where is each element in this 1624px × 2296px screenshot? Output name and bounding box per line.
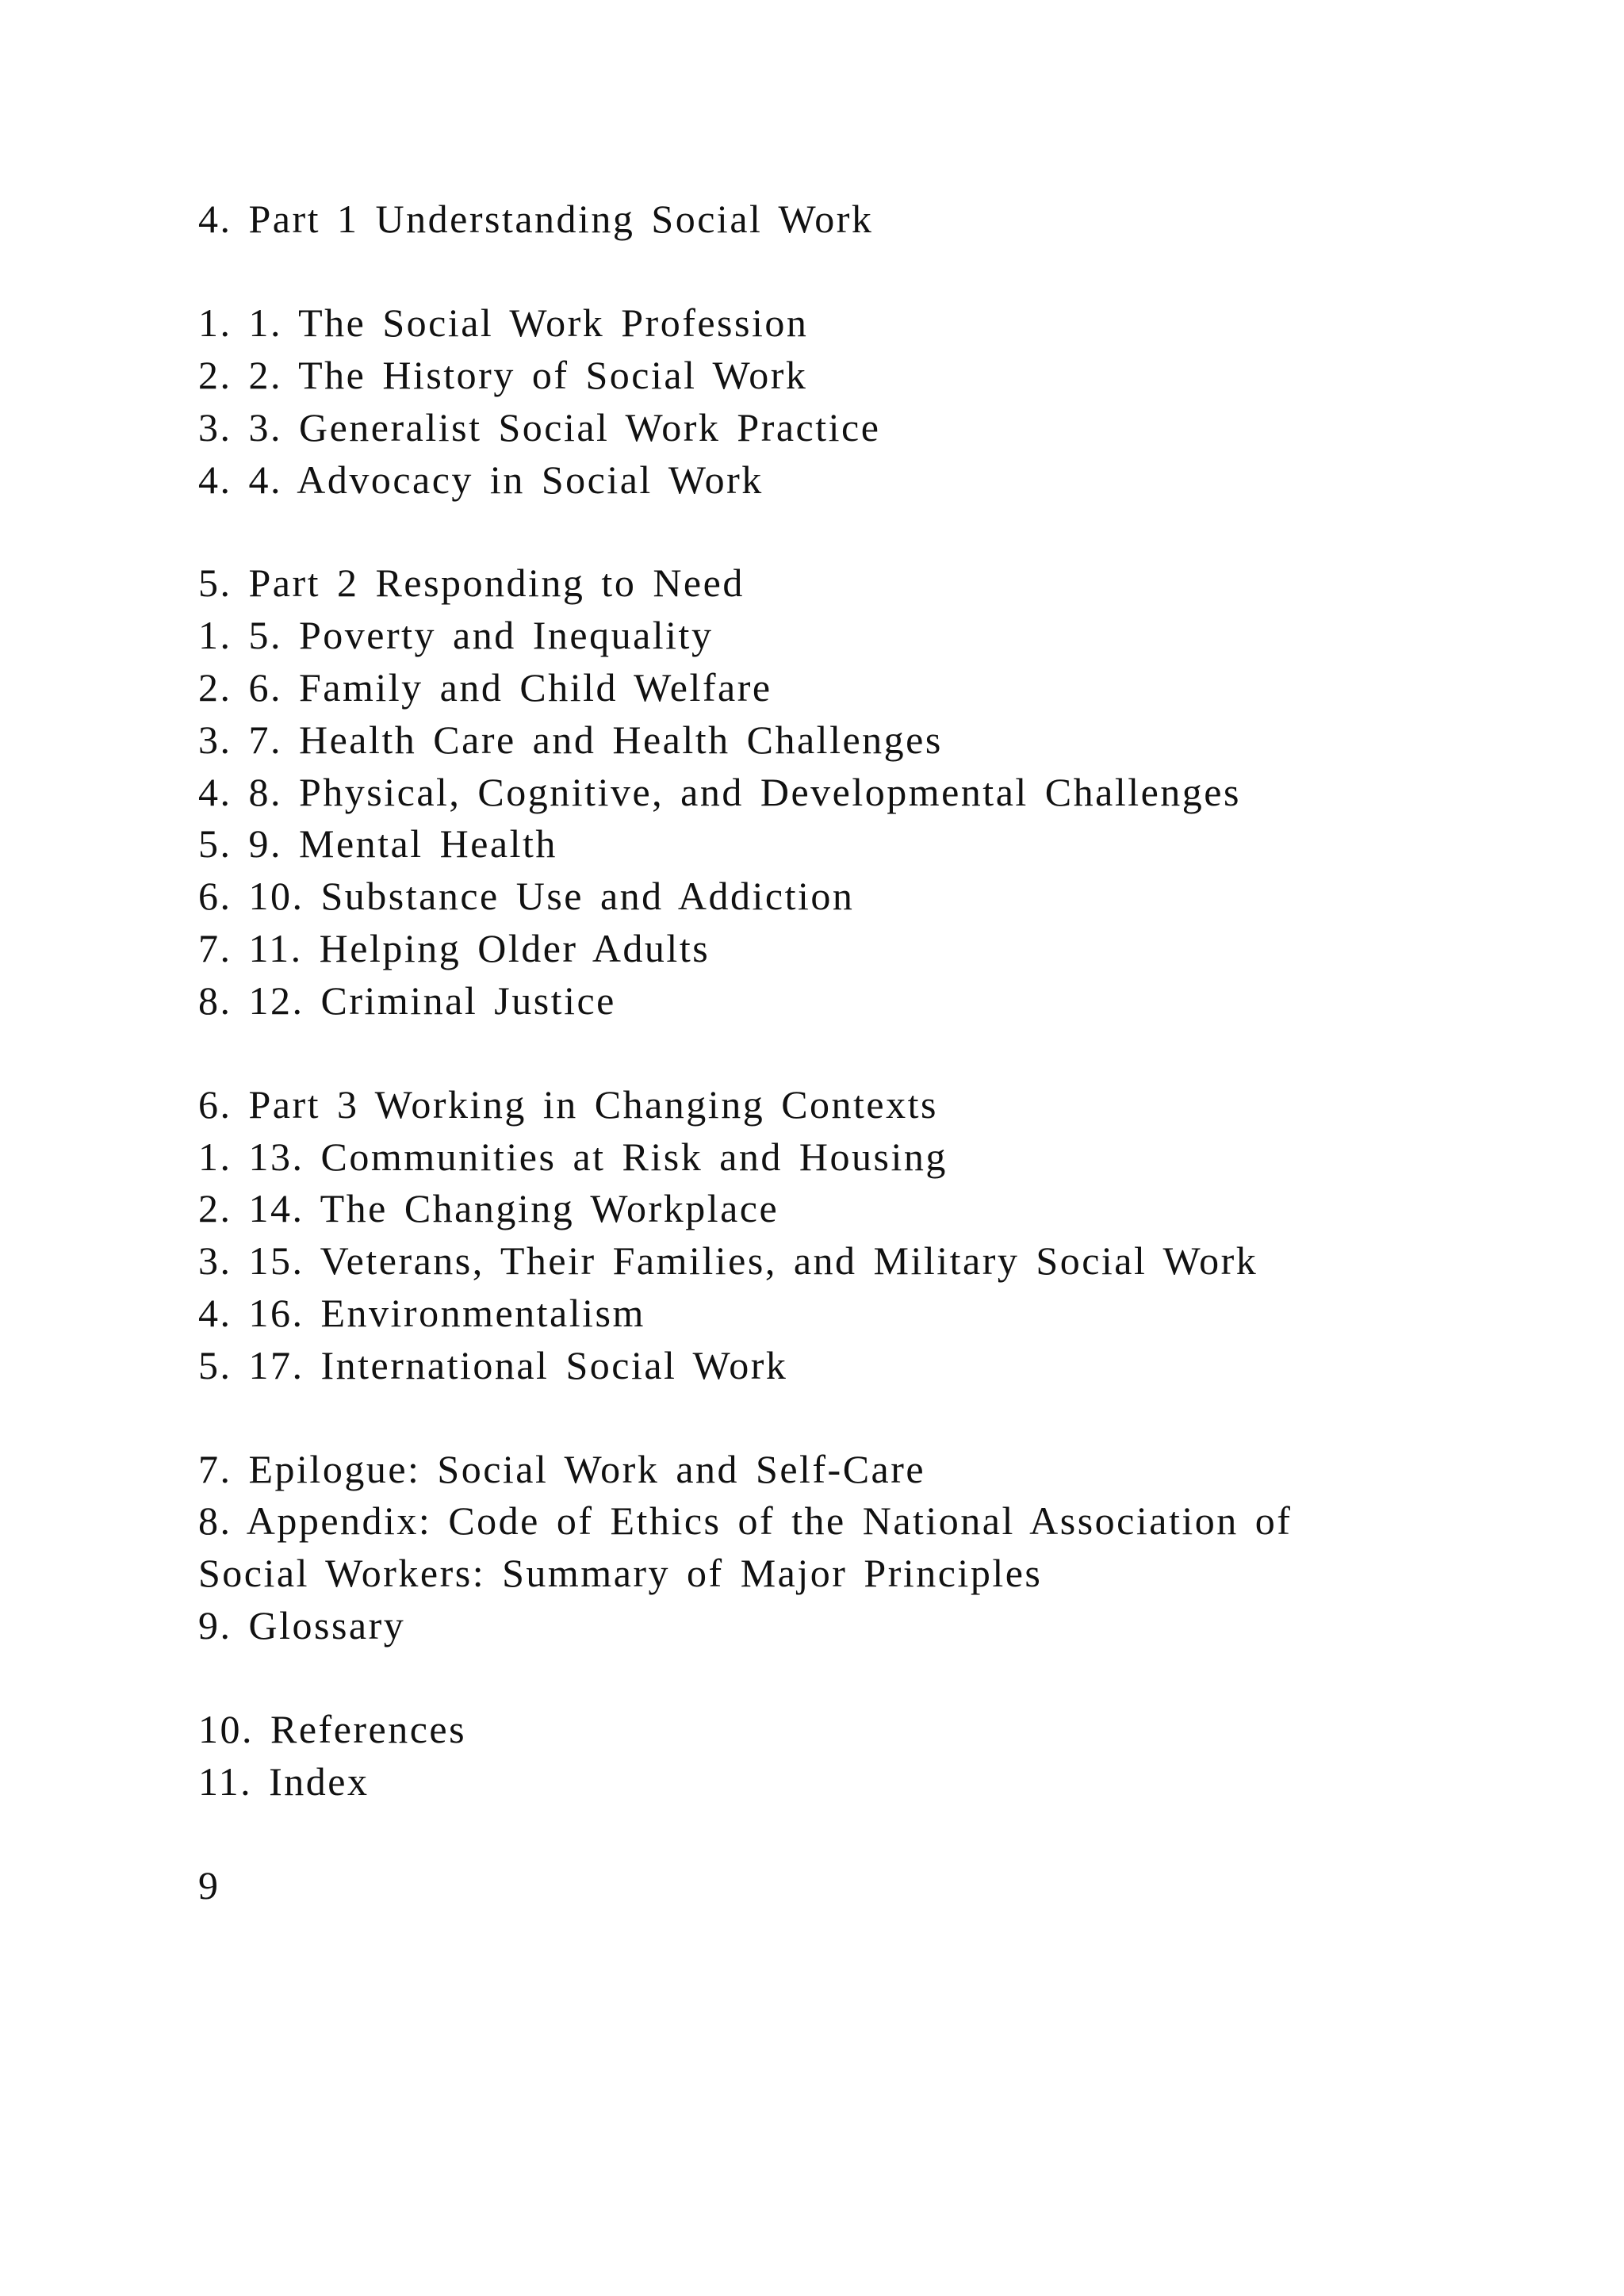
toc-item-chapter-14: 2. 14. The Changing Workplace [198,1186,779,1230]
toc-item-glossary: 9. Glossary [198,1603,406,1647]
toc-item-chapter-4: 4. 4. Advocacy in Social Work [198,457,764,502]
toc-item-chapter-15: 3. 15. Veterans, Their Families, and Military Social Work [198,1238,1258,1283]
toc-item-chapter-8: 4. 8. Physical, Cognitive, and Developmental Challenges [198,770,1241,814]
toc-item-chapter-16: 4. 16. Environmentalism [198,1291,645,1335]
toc-item-chapter-17: 5. 17. International Social Work [198,1343,788,1387]
toc-item-chapter-13: 1. 13. Communities at Risk and Housing [198,1135,948,1179]
toc-item-chapter-10: 6. 10. Substance Use and Addiction [198,874,855,918]
toc-item-chapter-1: 1. 1. The Social Work Profession [198,300,809,345]
toc-item-chapter-2: 2. 2. The History of Social Work [198,353,808,397]
toc-item-appendix: 8. Appendix: Code of Ethics of the National Association of [198,1498,1293,1543]
toc-item-references: 10. References [198,1707,467,1751]
part2-heading: 5. Part 2 Responding to Need [198,561,745,605]
toc-item-epilogue: 7. Epilogue: Social Work and Self-Care [198,1447,926,1491]
toc-item-appendix-continued: Social Workers: Summary of Major Principles [198,1551,1043,1595]
toc-item-chapter-12: 8. 12. Criminal Justice [198,978,616,1023]
page-number: 9 [198,1863,220,1908]
toc-item-chapter-11: 7. 11. Helping Older Adults [198,926,710,970]
toc-item-chapter-3: 3. 3. Generalist Social Work Practice [198,405,881,450]
toc-item-chapter-5: 1. 5. Poverty and Inequality [198,613,714,657]
toc-item-chapter-9: 5. 9. Mental Health [198,821,557,866]
toc-item-index: 11. Index [198,1759,370,1804]
toc-item-chapter-7: 3. 7. Health Care and Health Challenges [198,718,943,762]
part1-heading: 4. Part 1 Understanding Social Work [198,197,874,241]
part3-heading: 6. Part 3 Working in Changing Contexts [198,1082,938,1127]
toc-item-chapter-6: 2. 6. Family and Child Welfare [198,665,772,710]
